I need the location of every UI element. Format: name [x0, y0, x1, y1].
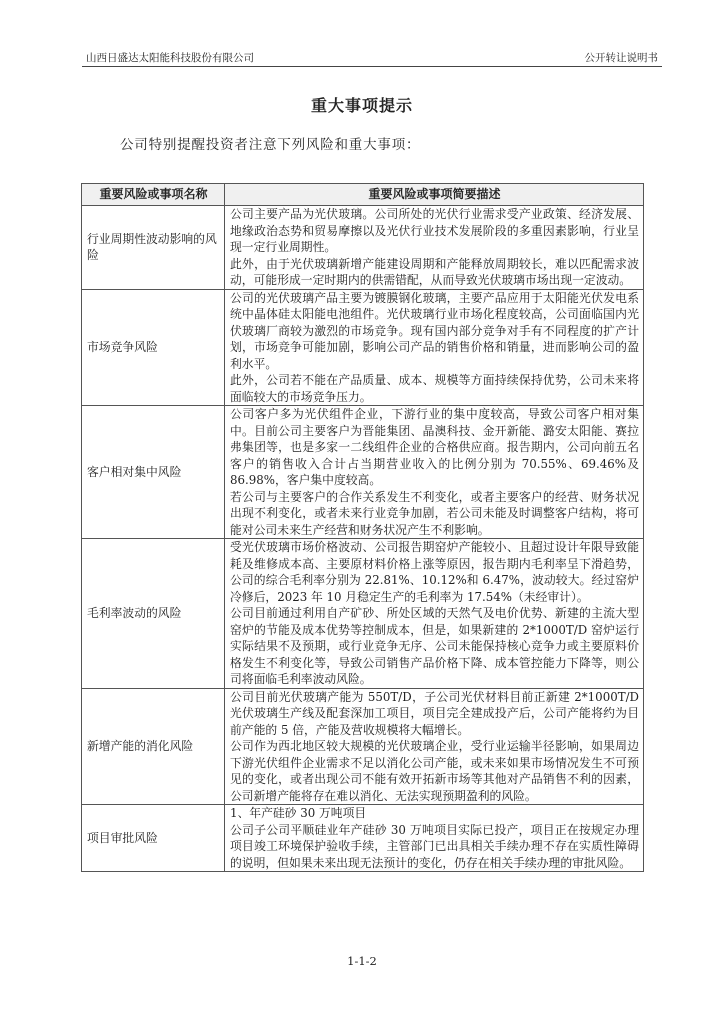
- page-header: [82, 50, 662, 67]
- risk-paragraph: 公司目前光伏玻璃产能为 550T/D，子公司光伏材料目前正新建 2*1000T/D 光伏玻璃生产线及配套深加工项目，项目完全建成投产后，公司产能将约为目前产能的 5 倍，产能及营收规模将大幅增长。: [230, 689, 639, 737]
- risk-description: [225, 539, 644, 689]
- table-row: [82, 289, 644, 406]
- risk-name: 毛利率波动的风险: [82, 539, 225, 689]
- risk-description: [225, 289, 644, 406]
- risk-name: 客户相对集中风险: [82, 406, 225, 539]
- risk-name: 行业周期性波动影响的风险: [82, 206, 225, 290]
- page-title: 重大事项提示: [310, 96, 413, 115]
- risk-table: [81, 183, 644, 872]
- header-company-name: 山西日盛达太阳能科技股份有限公司: [86, 52, 254, 64]
- risk-description: [225, 406, 644, 539]
- table-row: [82, 805, 644, 872]
- risk-name: 项目审批风险: [82, 805, 225, 872]
- risk-paragraph: 1、年产硅砂 30 万吨项目: [230, 806, 367, 820]
- risk-paragraph: 若公司与主要客户的合作关系发生不利变化，或者主要客户的经营、财务状况出现不利变化，或者未来行业竞争加剧，若公司未能及时调整客户结构，将可能对公司未来生产经营和财务状况产生不利影响。: [230, 489, 639, 537]
- risk-paragraph: 公司子公司平顺硅业年产硅砂 30 万吨项目实际已投产，项目正在按规定办理项目竣工环境保护验收手续，主管部门已出具相关手续办理不存在实质性障碍的说明，但如果未来出现无法预计的变化，仍存在相关手续办理的审批风险。: [230, 822, 639, 870]
- table-header-row: [82, 184, 644, 206]
- risk-paragraph: 此外，公司若不能在产品质量、成本、规模等方面持续保持优势，公司未来将面临较大的市场竞争压力。: [230, 373, 639, 404]
- risk-paragraph: 公司作为西北地区较大规模的光伏玻璃企业，受行业运输半径影响，如果周边下游光伏组件企业需求不足以消化公司产能，或未来如果市场情况发生不可预见的变化，或者出现公司不能有效开拓新市场等其他对产品销售不利的因素，公司新增产能将存在难以消化、无法实现预期盈利的风险。: [230, 739, 639, 803]
- table-row: [82, 406, 644, 539]
- risk-description: [225, 688, 644, 805]
- risk-paragraph: 公司主要产品为光伏玻璃。公司所处的光伏行业需求受产业政策、经济发展、地缘政治态势和贸易摩擦以及光伏行业技术发展阶段的多重因素影响，行业呈现一定行业周期性。: [230, 207, 639, 254]
- risk-description: [225, 206, 644, 290]
- table-row: [82, 539, 644, 689]
- page-number: 1-1-2: [347, 954, 377, 968]
- risk-paragraph: 公司的光伏玻璃产品主要为镀膜钢化玻璃，主要产品应用于太阳能光伏发电系统中晶体硅太阳能电池组件。光伏玻璃行业市场化程度较高，公司面临国内光伏玻璃厂商较为激烈的市场竞争。现有国内部分竞争对手有不同程度的扩产计划，市场竞争可能加剧，影响公司产品的销售价格和销量，进而影响公司的盈利水平。: [230, 290, 639, 371]
- risk-name: 新增产能的消化风险: [82, 688, 225, 805]
- risk-paragraph: 公司目前通过利用自产矿砂、所处区域的天然气及电价优势、新建的主流大型窑炉的节能及成本优势等控制成本，但是，如果新建的 2*1000T/D 窑炉运行实际结果不及预期，或行业竞争无序、公司未能保持核心竞争力或主要原料价格发生不利变化等，导致公司销售产品价格下降、成本管控能力下降等，则公司将面临毛利率波动风险。: [230, 606, 639, 686]
- column-header-name: 重要风险或事项名称: [82, 184, 225, 206]
- intro-text: 公司特别提醒投资者注意下列风险和重大事项：: [120, 137, 421, 153]
- risk-paragraph: 公司客户多为光伏组件企业，下游行业的集中度较高，导致公司客户相对集中。目前公司主要客户为晋能集团、晶澳科技、金开新能、潞安太阳能、赛拉弗集团等，也是多家一二线组件企业的合格供应商。报告期内，公司向前五名客户的销售收入合计占当期营业收入的比例分别为 70.55%、69.46%及 86.98%，客户集中度较高。: [230, 407, 639, 487]
- column-header-description: 重要风险或事项简要描述: [225, 184, 644, 206]
- header-document-type: 公开转让说明书: [584, 52, 658, 64]
- risk-name: 市场竞争风险: [82, 289, 225, 406]
- risk-description: [225, 805, 644, 872]
- table-row: [82, 206, 644, 290]
- table-row: [82, 688, 644, 805]
- risk-paragraph: 此外，由于光伏玻璃新增产能建设周期和产能释放周期较长，难以匹配需求波动，可能形成一定时期内的供需错配，从而导致光伏玻璃市场出现一定波动。: [230, 256, 639, 287]
- risk-paragraph: 受光伏玻璃市场价格波动、公司报告期窑炉产能较小、且超过设计年限导致能耗及维修成本高、主要原材料价格上涨等原因，报告期内毛利率呈下滑趋势，公司的综合毛利率分别为 22.81%、10.12%和 6.47%，波动较大。经过窑炉冷修后，2023 年 10 月稳定生产的毛利率为 17.54%（未经审计）。: [230, 540, 639, 604]
